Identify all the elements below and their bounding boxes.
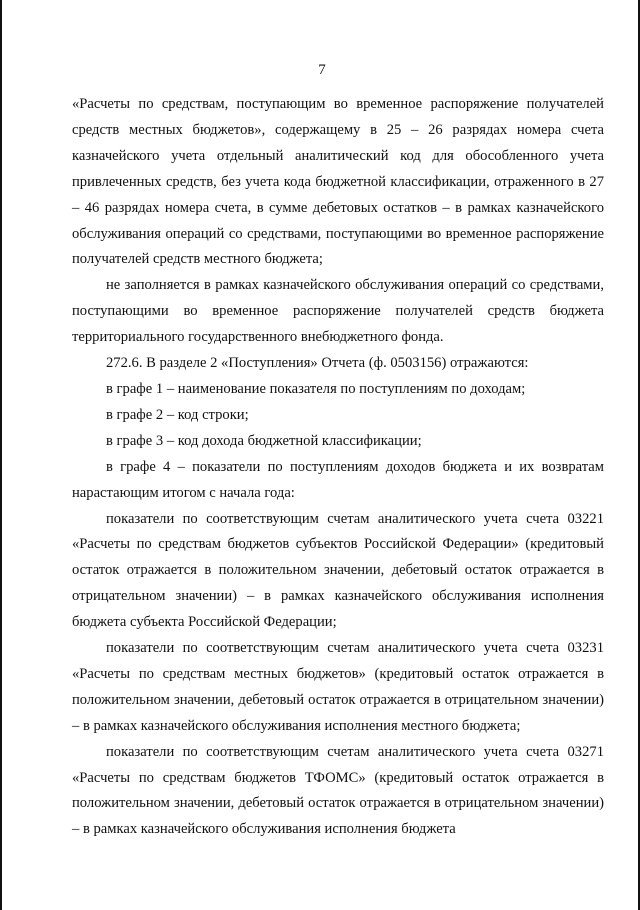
paragraph: в графе 1 – наименование показателя по поступлениям по доходам; bbox=[106, 380, 526, 397]
paragraph: не заполняется в рамках казначейского обслуживания операций со средствами, поступающими во временное распоряжение получателей средств бюджета территориального государственного внебюджетного фонда. bbox=[72, 277, 604, 346]
paragraph: показатели по соответствующим счетам аналитического учета счета 03231 «Расчеты по средствам местных бюджетов» (кредитовый остаток отражается в положительном значении, дебетовый остаток отражается в отрицательном значении) – в рамках казначейского обслуживания исполнения местного бюджета; bbox=[72, 640, 604, 734]
paragraph: в графе 3 – код дохода бюджетной классификации; bbox=[106, 432, 422, 449]
paragraph: 272.6. В разделе 2 «Поступления» Отчета (ф. 0503156) отражаются: bbox=[106, 355, 529, 372]
document-body bbox=[72, 92, 604, 843]
paragraph: показатели по соответствующим счетам аналитического учета счета 03221 «Расчеты по средствам бюджетов субъектов Российской Федерации» (кредитовый остаток отражается в положительном значении, дебетовый остаток отражается в отрицательном значении) – в рамках казначейского обслуживания исполнения бюджета субъекта Российской Федерации; bbox=[72, 510, 604, 631]
paragraph: показатели по соответствующим счетам аналитического учета счета 03271 «Расчеты по средствам бюджетов ТФОМС» (кредитовый остаток отражается в положительном значении, дебетовый остаток отражается в отрицательном значении) – в рамках казначейского обслуживания исполнения бюджета bbox=[72, 743, 604, 838]
paragraph: в графе 2 – код строки; bbox=[106, 406, 249, 423]
paragraph: «Расчеты по средствам, поступающим во временное распоряжение получателей средств местных бюджетов», содержащему в 25 – 26 разрядах номера счета казначейского учета отдельный аналитический код для обособленного учета привлеченных средств, без учета кода бюджетной классификации, отраженного в 27 – 46 разрядах номера счета, в сумме дебетовых остатков – в рамках казначейского обслуживания операций со средствами, поступающими во временное распоряжение получателей средств местного бюджета; bbox=[72, 96, 604, 268]
page-number: 7 bbox=[318, 62, 326, 78]
paragraph: в графе 4 – показатели по поступлениям доходов бюджета и их возвратам нарастающим итогом с начала года: bbox=[72, 458, 604, 501]
